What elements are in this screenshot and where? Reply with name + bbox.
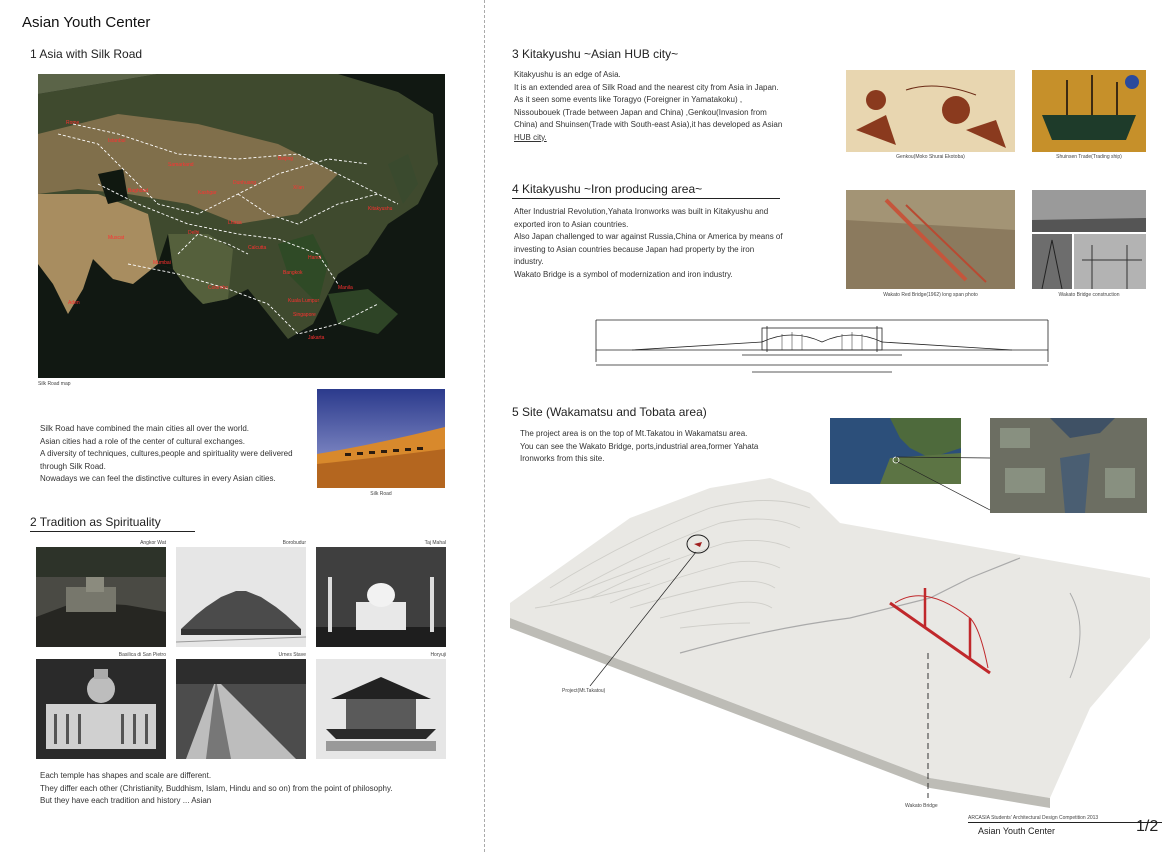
map-label: Lhasa [228, 220, 242, 226]
map-label: Calcutta [248, 245, 267, 251]
map-label: Xi'an [293, 185, 304, 191]
map-label: Kitakyushu [368, 206, 393, 212]
bridge-construction-photos [1032, 190, 1146, 289]
map-label: Delhi [188, 230, 200, 236]
urnes-stave-photo [176, 659, 306, 759]
text-line: Kitakyushu is an edge of Asia. [514, 70, 621, 79]
map-label: Beijing [278, 156, 294, 162]
bridge-photo-caption: Wakato Red Bridge(1962) long span photo [883, 292, 978, 298]
bridge-label: Wakato Bridge [905, 803, 938, 809]
map-label: Hanoi [308, 255, 322, 261]
map-label: Dunhuang [233, 180, 257, 186]
footer-competition: ARCASIA Students' Architectural Design Competition 2013 [968, 815, 1162, 823]
shuinsen-caption: Shuinsen Trade(Trading ship) [1056, 154, 1122, 160]
angkor-wat-photo [36, 547, 166, 647]
text-line: The project area is on the top of Mt.Takatou in Wakamatsu area. [520, 429, 748, 438]
map-label: Singapore [293, 312, 316, 318]
map-label: Samarkand [168, 162, 194, 168]
shuinsen-painting [1032, 70, 1146, 152]
photo-caption: Taj Mahal [424, 540, 446, 546]
text-line: After Industrial Revolution,Yahata Ironworks was built in Kitakyushu and [514, 207, 769, 216]
text-line: Wakato Bridge is a symbol of modernization and iron industry. [514, 269, 733, 279]
silk-road-photo [317, 389, 445, 488]
text-line: But they have each tradition and history ... Asian [40, 796, 212, 805]
map-label: Manila [338, 285, 353, 291]
map-label: Istanbul [108, 138, 126, 144]
construction-caption: Wakato Bridge construction [1058, 292, 1120, 298]
section1-heading: 1 Asia with Silk Road [30, 47, 143, 61]
map-label: Baghdad [128, 188, 149, 194]
map-graphic [38, 74, 445, 378]
section2-heading: 2 Tradition as Spirituality [30, 515, 195, 532]
text-line: industry. [514, 257, 544, 266]
text-line: Nissoubouek (Trade between Japan and China) ,Genkou(Invasion from [514, 107, 767, 117]
genkou-painting [846, 70, 1015, 152]
text-line: Ironworks from this site. [520, 454, 605, 463]
text-line: Asian cities had a role of the center of cultural exchanges. [40, 436, 246, 446]
map-label: Jakarta [308, 335, 325, 341]
section4-text [514, 206, 824, 281]
section5-heading: 5 Site (Wakamatsu and Tobata area) [512, 405, 707, 419]
horyuji-photo [316, 659, 446, 759]
map-caption: Silk Road map [38, 381, 71, 387]
map-label: Colombo [208, 285, 229, 291]
terrain-model [510, 478, 1150, 818]
text-line: As it seen some events like Toragyo (Foreigner in Yamatakoku) , [514, 95, 743, 104]
center-divider [484, 0, 485, 852]
bridge-elevation-drawing [592, 310, 1052, 376]
section3-text [514, 69, 824, 144]
photo-caption: Basilica di San Pietro [118, 652, 166, 658]
genkou-caption: Genkou(Moko Shurai Ekotoba) [896, 154, 965, 160]
text-line: exported iron to Asian countries. [514, 219, 629, 229]
text-line: They differ each other (Christianity, Buddhism, Islam, Hindu and so on) from the point of philosophy. [40, 783, 393, 793]
map-label: Aden [68, 300, 80, 306]
photo-caption: Urnes Stave [278, 652, 306, 658]
text-line: Also Japan challenged to war against Russia,China or America by means of [514, 232, 783, 241]
wakato-bridge-photo [846, 190, 1015, 289]
text-line: Silk Road have combined the main cities all over the world. [40, 424, 249, 433]
map-label: Bangkok [283, 270, 303, 276]
text-line: A diversity of techniques, cultures,people and spirituality were delivered through Silk Road. [40, 449, 293, 471]
section5-text [520, 428, 830, 466]
temple-photo-grid [36, 540, 446, 760]
map-label: Mumbai [153, 260, 171, 266]
text-line: investing to Asian countries because Japan had property by the iron [514, 244, 755, 254]
map-label: Muscat [108, 235, 125, 241]
project-label: Project(Mt.Takatou) [562, 688, 606, 694]
section4-heading: 4 Kitakyushu ~Iron producing area~ [512, 182, 780, 199]
photo-caption: Angkor Wat [140, 540, 166, 546]
text-line: China) and Shuinsen(Trade with South-east Asia),it has developed as Asian [514, 120, 783, 129]
text-line: It is an extended area of Silk Road and the nearest city from Asia in Japan. [514, 82, 779, 92]
map-label: Kuala Lumpur [288, 298, 320, 304]
borobudur-photo [176, 547, 306, 647]
section2-text [40, 770, 460, 808]
page-number: 1/2 [1136, 818, 1159, 835]
section1-text [40, 423, 310, 486]
map-label: Rome [66, 120, 80, 126]
photo-caption: Horyuji [430, 652, 446, 658]
silk-road-map [38, 74, 445, 378]
desert-image [317, 389, 445, 488]
taj-mahal-photo [316, 547, 446, 647]
section3-heading: 3 Kitakyushu ~Asian HUB city~ [512, 47, 679, 61]
text-line: You can see the Wakato Bridge, ports,industrial area,former Yahata [520, 441, 759, 451]
photo-caption: Borobudur [282, 540, 306, 546]
text-line: Each temple has shapes and scale are different. [40, 771, 212, 780]
san-pietro-photo [36, 659, 166, 759]
text-line: HUB city. [514, 132, 547, 142]
map-label: Kashgar [198, 190, 217, 196]
text-line: Nowadays we can feel the distinctive cultures in every Asian cities. [40, 474, 276, 483]
silk-road-photo-caption: Silk Road [370, 491, 392, 497]
footer-title: Asian Youth Center [978, 826, 1056, 836]
page-title: Asian Youth Center [22, 14, 151, 31]
